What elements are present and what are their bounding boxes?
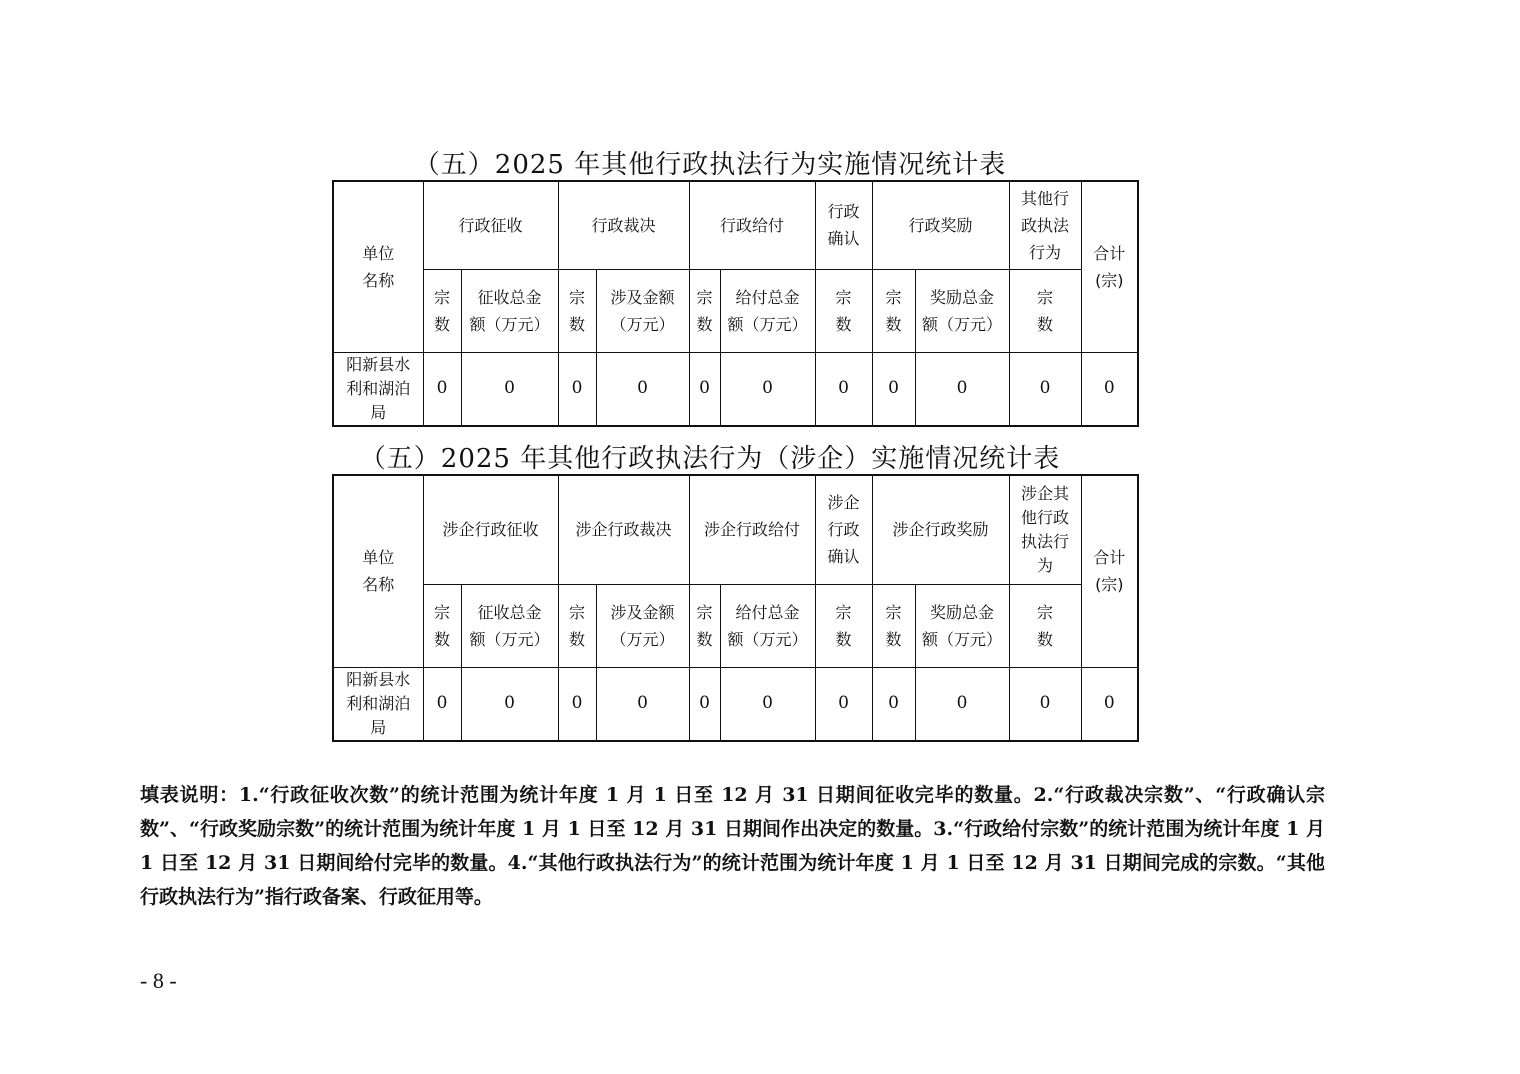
stats-table-general: [332, 180, 1139, 427]
confirm-header: 行政 确认: [815, 181, 872, 269]
confirm-count-cell: 0: [815, 667, 872, 741]
other-count-header: 宗 数: [1009, 269, 1081, 352]
ruling-count-cell: 0: [558, 667, 596, 741]
confirm-count-header: 宗 数: [815, 269, 872, 352]
ruling-amount-header: 涉及金额 （万元）: [596, 269, 689, 352]
payment-amount-cell: 0: [720, 667, 815, 741]
payment-amount-header: 给付总金 额（万元）: [720, 269, 815, 352]
unit-name-cell: 阳新县水 利和湖泊 局: [333, 667, 423, 741]
levy-amount-cell: 0: [461, 667, 558, 741]
filling-instructions: 填表说明：1.“行政征收次数”的统计范围为统计年度 1 月 1 日至 12 月 31 日期间征收完毕的数量。2.“行政裁决宗数”、“行政确认宗数”、“行政奖励宗数”的统计范围为统计年度 1 月 1 日至 12 月 31 日期间作出决定的数量。3.“行政给付宗数”的统计范围为统计年度 1 月 1 日至 12 月 31 日期间给付完毕的数量。4.“其他行政执法行为”的统计范围为统计年度 1 月 1 日至 12 月 31 日期间完成的宗数。“其他行政执法行为”指行政备案、行政征用等。: [140, 784, 1325, 908]
payment-header: 行政给付: [689, 181, 815, 269]
levy-count-cell: 0: [423, 667, 461, 741]
payment-count-cell: 0: [689, 352, 720, 426]
reward-amount-cell: 0: [915, 667, 1009, 741]
reward-header: 行政奖励: [872, 181, 1009, 269]
ruling-header: 行政裁决: [558, 181, 689, 269]
other-count-cell: 0: [1009, 352, 1081, 426]
reward-count-cell: 0: [872, 352, 915, 426]
levy-amount-cell: 0: [461, 352, 558, 426]
table1-title: （五）2025 年其他行政执法行为实施情况统计表: [413, 150, 1007, 180]
unit-name-header: 单位 名称: [333, 181, 423, 352]
ruling-count-cell: 0: [558, 352, 596, 426]
table-row: [333, 667, 1138, 741]
confirm-header: 涉企 行政 确认: [815, 475, 872, 584]
confirm-count-header: 宗 数: [815, 584, 872, 667]
other-count-cell: 0: [1009, 667, 1081, 741]
ruling-amount-cell: 0: [596, 352, 689, 426]
page-number: - 8 -: [140, 968, 177, 993]
levy-amount-header: 征收总金 额（万元）: [461, 269, 558, 352]
total-header: 合计 (宗): [1081, 475, 1138, 667]
payment-count-header: 宗 数: [689, 269, 720, 352]
ruling-amount-cell: 0: [596, 667, 689, 741]
reward-header: 涉企行政奖励: [872, 475, 1009, 584]
other-header: 其他行 政执法 行为: [1009, 181, 1081, 269]
total-cell: 0: [1081, 667, 1138, 741]
ruling-amount-header: 涉及金额 （万元）: [596, 584, 689, 667]
total-cell: 0: [1081, 352, 1138, 426]
reward-count-cell: 0: [872, 667, 915, 741]
reward-amount-header: 奖励总金 额（万元）: [915, 269, 1009, 352]
stats-table-enterprise: [332, 474, 1139, 742]
other-count-header: 宗 数: [1009, 584, 1081, 667]
payment-count-cell: 0: [689, 667, 720, 741]
unit-name-cell: 阳新县水 利和湖泊 局: [333, 352, 423, 426]
levy-count-cell: 0: [423, 352, 461, 426]
payment-amount-cell: 0: [720, 352, 815, 426]
table-row: [333, 352, 1138, 426]
total-header: 合计 (宗): [1081, 181, 1138, 352]
confirm-count-cell: 0: [815, 352, 872, 426]
other-header: 涉企其 他行政 执法行 为: [1009, 475, 1081, 584]
payment-count-header: 宗 数: [689, 584, 720, 667]
levy-amount-header: 征收总金 额（万元）: [461, 584, 558, 667]
reward-amount-header: 奖励总金 额（万元）: [915, 584, 1009, 667]
reward-count-header: 宗 数: [872, 584, 915, 667]
levy-header: 涉企行政征收: [423, 475, 558, 584]
payment-header: 涉企行政给付: [689, 475, 815, 584]
reward-amount-cell: 0: [915, 352, 1009, 426]
payment-amount-header: 给付总金 额（万元）: [720, 584, 815, 667]
table2-title: （五）2025 年其他行政执法行为（涉企）实施情况统计表: [359, 444, 1061, 474]
ruling-count-header: 宗 数: [558, 269, 596, 352]
levy-count-header: 宗 数: [423, 584, 461, 667]
levy-count-header: 宗 数: [423, 269, 461, 352]
ruling-count-header: 宗 数: [558, 584, 596, 667]
reward-count-header: 宗 数: [872, 269, 915, 352]
ruling-header: 涉企行政裁决: [558, 475, 689, 584]
unit-name-header: 单位 名称: [333, 475, 423, 667]
levy-header: 行政征收: [423, 181, 558, 269]
